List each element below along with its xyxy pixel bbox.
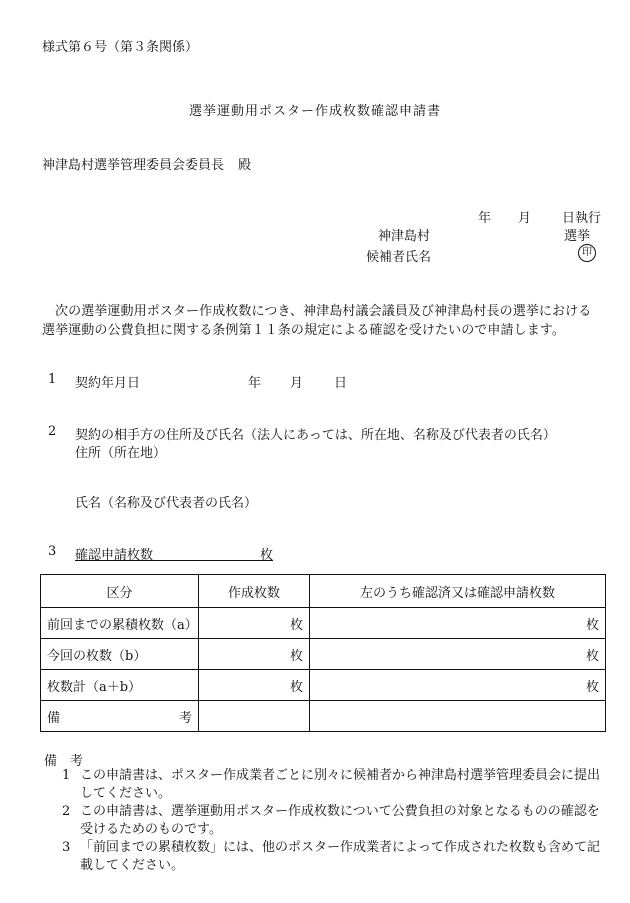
row-label-current: 今回の枚数（b） [41, 639, 199, 670]
addressee-name: 神津島村選挙管理委員会委員長 [42, 158, 225, 173]
candidate-name-label: 候補者氏名 [366, 250, 432, 265]
item-1-number: 1 [48, 372, 57, 387]
contract-year: 年 [248, 376, 262, 391]
item-2-number: 2 [48, 424, 57, 439]
date-day-exec: 日執行 [562, 211, 602, 226]
remarks-char-2: 考 [178, 710, 192, 726]
item-3-number: 3 [48, 544, 57, 559]
row-label-previous: 前回までの累積枚数（a） [41, 608, 199, 639]
table-row [41, 670, 606, 701]
poster-count-table [40, 574, 606, 732]
row-label-total: 枚数計（a＋b） [41, 670, 199, 701]
created-cell: 枚 [199, 608, 310, 639]
table-header-row [41, 575, 606, 608]
note-3-text: 「前回までの累積枚数」には、他のポスター作成業者によって作成された枚数も含めて記載してください。 [80, 840, 601, 873]
header-confirmed-count: 左のうち確認済又は確認申請枚数 [310, 575, 606, 608]
note-3-number: 3 [62, 840, 71, 855]
document-title: 選挙運動用ポスター作成枚数確認申請書 [188, 104, 441, 119]
item-3-unit: 枚 [260, 548, 274, 563]
contract-day: 日 [334, 376, 348, 391]
seal-mark: 印 [578, 244, 596, 262]
remarks-char-1: 備 [47, 710, 61, 726]
note-2-number: 2 [62, 804, 71, 819]
election-date-line [478, 207, 601, 226]
confirmed-cell: 枚 [310, 608, 606, 639]
created-cell: 枚 [199, 670, 310, 701]
item-3-underline [75, 560, 273, 561]
form-number: 様式第６号（第３条関係） [42, 40, 199, 55]
notes-title: 備 考 [44, 754, 84, 769]
row-label-remarks [41, 701, 199, 732]
table-row [41, 608, 606, 639]
note-2 [44, 803, 604, 839]
remarks-confirmed-cell [310, 701, 606, 732]
note-1-text: この申請書は、ポスター作成業者ごとに別々に候補者から神津島村選挙管理委員会に提出してください。 [80, 768, 601, 801]
intro-paragraph: 次の選挙運動用ポスター作成枚数につき、神津島村議会議員及び神津島村長の選挙における選挙運動の公費負担に関する条例第１１条の規定による確認を受けたいので申請します。 [42, 304, 592, 338]
item-1-label: 契約年月日 [75, 376, 141, 391]
item-2-label: 契約の相手方の住所及び氏名（法人にあっては、所在地、名称及び代表者の氏名） [75, 428, 556, 443]
note-1-number: 1 [62, 768, 71, 783]
note-3 [44, 839, 604, 875]
item-2-name-label: 氏名（名称及び代表者の氏名） [75, 496, 258, 511]
table-row [41, 701, 606, 732]
addressee-suffix: 殿 [238, 158, 252, 173]
contract-date-fields [248, 372, 347, 391]
created-cell: 枚 [199, 639, 310, 670]
election-label: 選挙 [564, 229, 591, 244]
item-3-label: 確認申請枚数 [75, 548, 154, 563]
date-year: 年 [478, 211, 492, 226]
confirmed-cell: 枚 [310, 670, 606, 701]
contract-month: 月 [290, 376, 304, 391]
header-category: 区分 [41, 575, 199, 608]
item-2-address-label: 住所（所在地） [75, 446, 167, 461]
addressee [42, 154, 251, 173]
header-created-count: 作成枚数 [199, 575, 310, 608]
remarks-created-cell [199, 701, 310, 732]
note-2-text: この申請書は、選挙運動用ポスター作成枚数について公費負担の対象となるものの確認を受けるためのものです。 [80, 804, 600, 837]
village-label: 神津島村 [378, 229, 431, 244]
confirmed-cell: 枚 [310, 639, 606, 670]
table-row [41, 639, 606, 670]
date-month: 月 [518, 211, 532, 226]
note-1 [44, 767, 604, 803]
